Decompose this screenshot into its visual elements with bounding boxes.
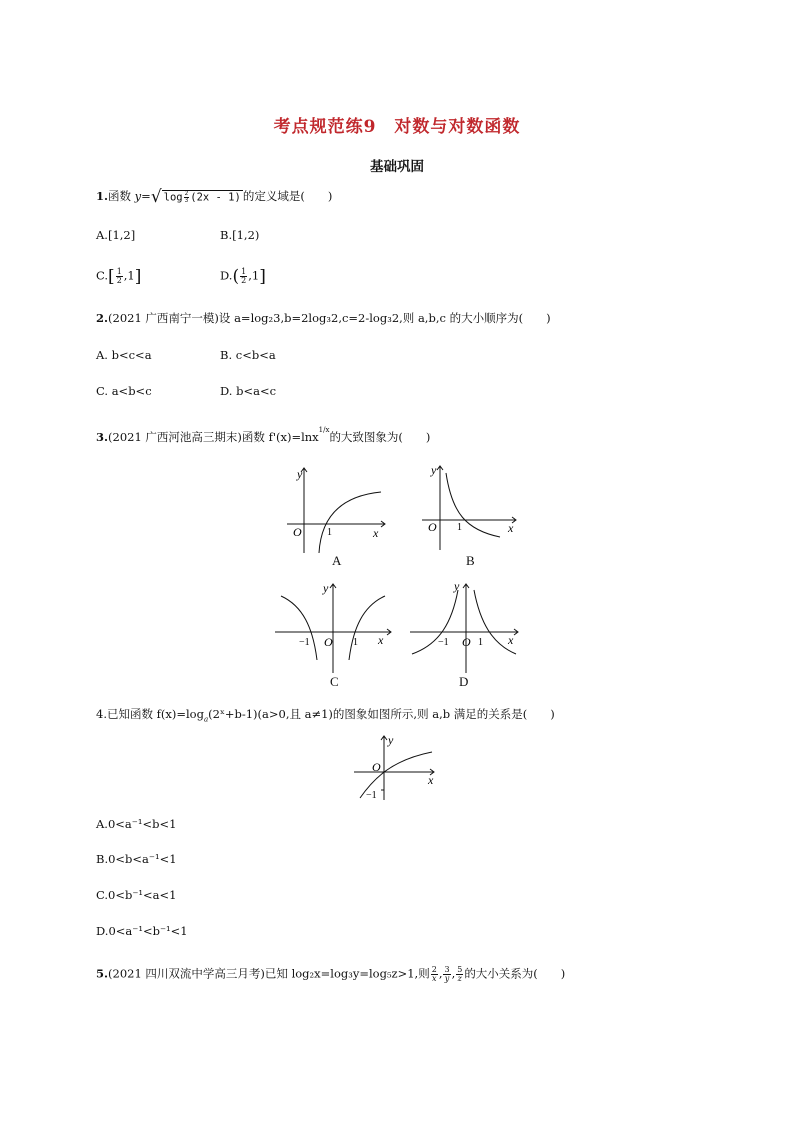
x-label: x — [508, 633, 514, 647]
q5-text2: 的大小关系为( ) — [464, 966, 566, 981]
graph-a[interactable] — [285, 458, 395, 558]
fraction-numerator: 1 — [116, 267, 122, 276]
y-label: y — [297, 467, 303, 481]
graph-b-caption: B — [466, 553, 475, 568]
log-base-fraction — [184, 191, 190, 204]
y-label: y — [388, 733, 394, 747]
option-text: ,1 — [248, 268, 260, 283]
q4-base: a — [203, 715, 209, 724]
option-d[interactable]: D. b<a<c — [220, 384, 277, 398]
fraction-numerator: 5 — [457, 965, 463, 974]
log-argument: (2x - 1) — [190, 191, 241, 203]
log-text: log — [163, 191, 183, 203]
page-title: 考点规范练9 对数与对数函数 — [273, 117, 521, 137]
tick-label: 1 — [327, 527, 332, 538]
question-number: 4. — [96, 707, 107, 721]
option-a[interactable] — [96, 228, 135, 242]
q5-source: (2021 四川双流中学高三月考) — [108, 966, 265, 981]
fraction-denominator: y — [444, 974, 450, 983]
fraction-denominator: 3 — [184, 196, 189, 204]
y-label: y — [454, 579, 460, 593]
option-text: ,1 — [123, 268, 135, 283]
question-3 — [96, 426, 431, 444]
x-label: x — [428, 773, 434, 787]
right-bracket: ] — [259, 266, 266, 287]
x-label: x — [373, 526, 379, 540]
graph-a-caption: A — [332, 553, 342, 568]
fraction-denominator: x — [432, 974, 437, 983]
question-2 — [96, 311, 551, 325]
q5-text1: 已知 log₂x=log₃y=log₅z>1,则 — [264, 966, 430, 981]
option-a[interactable]: A. b<c<a — [96, 348, 152, 362]
origin-label: O — [324, 635, 333, 649]
y-label: y — [431, 463, 437, 477]
fraction-numerator: 1 — [241, 267, 247, 276]
q1-eq: = — [141, 189, 151, 203]
graph-b[interactable] — [420, 458, 520, 558]
q3-exponent: 1/x — [318, 426, 330, 435]
question-number: 3. — [96, 430, 109, 444]
fraction-denominator: z — [457, 974, 462, 983]
question-number: 5. — [96, 966, 109, 981]
option-text: [1,2) — [232, 228, 260, 242]
option-a[interactable]: A.0<a⁻¹<b<1 — [96, 817, 177, 831]
graph-d-caption: D — [459, 674, 469, 689]
tick-label: −1 — [366, 790, 377, 801]
origin-label: O — [462, 635, 471, 649]
q3-source: (2021 广西河池高三期末) — [108, 430, 242, 444]
origin-label: O — [293, 525, 302, 539]
x-label: x — [378, 633, 384, 647]
option-text: [1,2] — [107, 228, 136, 242]
question-number: 1. — [96, 189, 109, 203]
fraction-numerator: 3 — [444, 965, 450, 974]
option-label: A. — [96, 228, 108, 242]
sqrt-sign: √ — [150, 187, 162, 207]
option-b[interactable] — [220, 228, 259, 242]
curve-left — [281, 596, 317, 660]
y-label: y — [323, 581, 329, 595]
q4-arg: (2ˣ+b-1)(a>0,且 a≠1)的图象如图所示,则 a,b 满足的关系是( ) — [208, 707, 555, 721]
q3-prefix: 函数 f'(x)=lnx — [241, 430, 319, 444]
q2-text: 设 a=log₂3,b=2log₃2,c=2-log₃2,则 a,b,c 的大小顺序为( ) — [218, 311, 551, 325]
q1-prefix: 函数 — [108, 189, 132, 203]
tick-label: −1 — [438, 637, 449, 648]
fraction-denominator: 2 — [241, 276, 247, 285]
origin-label: O — [372, 760, 381, 774]
graph-c-caption: C — [330, 674, 339, 689]
option-b[interactable]: B. c<b<a — [220, 348, 276, 362]
curve-left — [412, 590, 458, 654]
curve — [446, 473, 500, 537]
option-b[interactable]: B.0<b<a⁻¹<1 — [96, 852, 177, 866]
q1-radicand — [162, 190, 243, 205]
question-1 — [96, 187, 333, 207]
left-bracket: [ — [108, 266, 115, 287]
section-heading: 基础巩固 — [370, 159, 424, 175]
fraction-denominator: 2 — [116, 276, 122, 285]
tick-label: 1 — [457, 522, 462, 533]
option-d[interactable] — [220, 268, 266, 285]
option-label: D. — [220, 268, 233, 283]
x-label: x — [508, 521, 514, 535]
tick-label: 1 — [353, 637, 358, 648]
option-label: C. — [96, 268, 109, 283]
q3-suffix: 的大致图象为( ) — [329, 430, 431, 444]
graph-q4[interactable] — [352, 730, 442, 802]
option-d[interactable]: D.0<a⁻¹<b⁻¹<1 — [96, 924, 188, 938]
option-c[interactable]: C.0<b⁻¹<a<1 — [96, 888, 177, 902]
q2-source: (2021 广西南宁一模) — [108, 311, 219, 325]
graph-c[interactable] — [273, 578, 398, 678]
fraction-numerator: 2 — [184, 189, 189, 197]
tick-label: 1 — [478, 637, 483, 648]
origin-label: O — [428, 520, 437, 534]
graph-d[interactable] — [408, 578, 523, 678]
question-5: 5.(2021 四川双流中学高三月考)已知 log₂x=log₃y=log₅z>1,则 $\frac{2}{x}$ , $\frac{3}{y}$ , $\frac{5}{z}$ 的大小关系为( ) — [96, 965, 566, 983]
option-label: B. — [220, 228, 233, 242]
right-bracket: ] — [134, 266, 142, 287]
fraction-2-over-x — [431, 966, 438, 983]
q4-text: 已知函数 f(x)=log — [106, 707, 204, 721]
question-4 — [96, 707, 555, 724]
option-c[interactable]: C. a<b<c — [96, 384, 152, 398]
half-fraction — [116, 268, 123, 285]
question-number: 2. — [96, 311, 109, 325]
fraction-numerator: 2 — [431, 965, 437, 974]
fraction-5-over-z — [456, 966, 463, 983]
curve-right — [349, 596, 385, 660]
curve — [319, 492, 381, 553]
option-c[interactable] — [96, 268, 141, 285]
tick-label: −1 — [299, 637, 310, 648]
half-fraction — [240, 268, 247, 285]
fraction-3-over-y — [443, 966, 450, 983]
left-paren: ( — [232, 266, 240, 287]
q1-var: y — [134, 189, 142, 203]
q1-suffix: 的定义域是( ) — [242, 189, 333, 203]
